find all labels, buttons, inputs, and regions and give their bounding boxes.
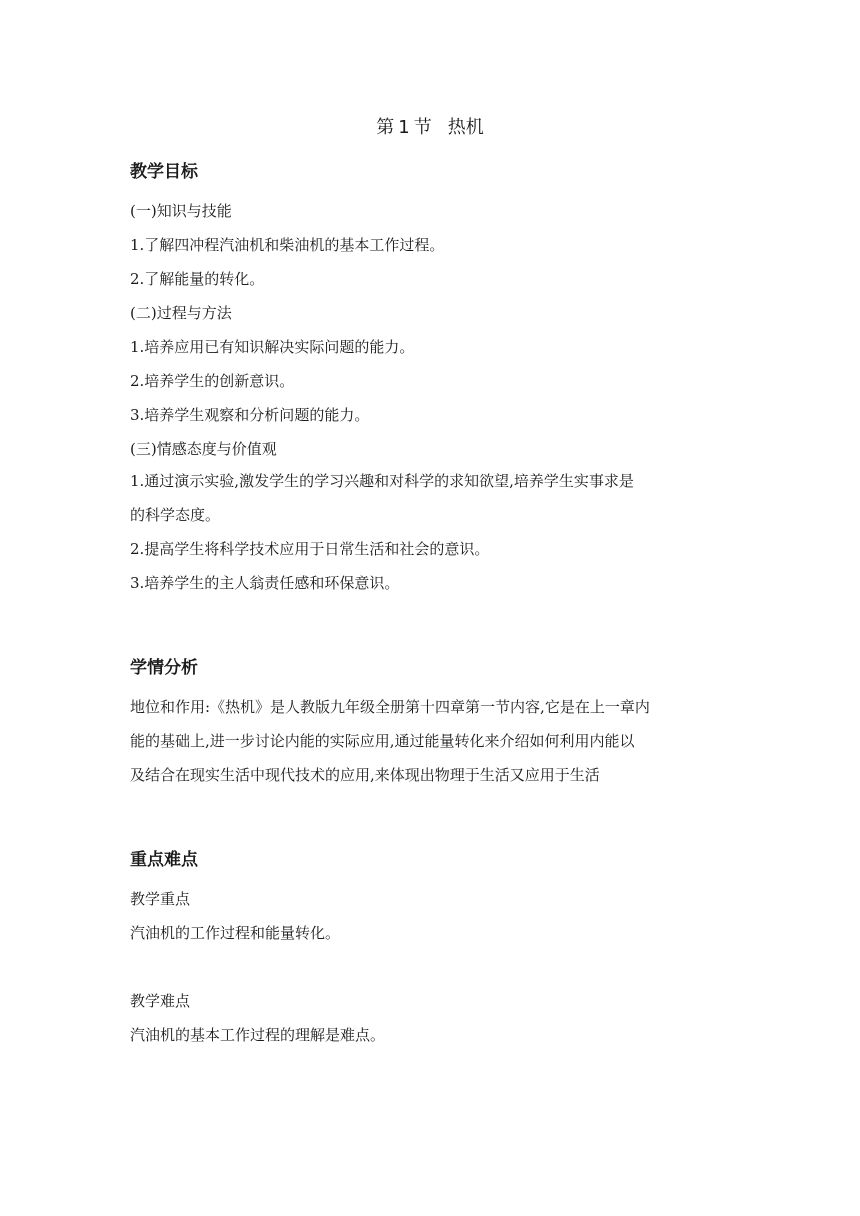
- objectives-line: (三)情感态度与价值观: [130, 440, 277, 458]
- objectives-line: 2.了解能量的转化。: [130, 270, 265, 288]
- section-heading-key-points: 重点难点: [130, 850, 198, 870]
- title-prefix: 第: [376, 117, 395, 138]
- title-suffix: 节: [413, 117, 432, 138]
- analysis-line: 能的基础上,进一步讨论内能的实际应用,通过能量转化来介绍如何利用内能以: [130, 732, 635, 750]
- objectives-line: 1.培养应用已有知识解决实际问题的能力。: [130, 338, 415, 356]
- focus-text: 汽油机的工作过程和能量转化。: [130, 924, 341, 942]
- section-heading-analysis: 学情分析: [130, 658, 198, 678]
- analysis-line: 地位和作用:《热机》是人教版九年级全册第十四章第一节内容,它是在上一章内: [130, 698, 650, 716]
- objectives-line: 1.通过演示实验,激发学生的学习兴趣和对科学的求知欲望,培养学生实事求是: [130, 472, 634, 490]
- objectives-line: 2.提高学生将科学技术应用于日常生活和社会的意识。: [130, 540, 490, 558]
- objectives-line: (二)过程与方法: [130, 304, 232, 322]
- analysis-line: 及结合在现实生活中现代技术的应用,来体现出物理于生活又应用于生活: [130, 766, 600, 784]
- section-heading-objectives: 教学目标: [130, 162, 198, 182]
- difficulty-label: 教学难点: [130, 992, 191, 1010]
- focus-label: 教学重点: [130, 890, 191, 908]
- objectives-line: 2.培养学生的创新意识。: [130, 372, 295, 390]
- objectives-line: (一)知识与技能: [130, 202, 232, 220]
- objectives-line: 的科学态度。: [130, 506, 221, 524]
- title-number: 1: [398, 117, 410, 138]
- page-title: [0, 116, 860, 140]
- objectives-line: 3.培养学生观察和分析问题的能力。: [130, 406, 370, 424]
- objectives-line: 1.了解四冲程汽油机和柴油机的基本工作过程。: [130, 236, 445, 254]
- title-name: 热机: [447, 117, 484, 138]
- objectives-line: 3.培养学生的主人翁责任感和环保意识。: [130, 574, 400, 592]
- difficulty-text: 汽油机的基本工作过程的理解是难点。: [130, 1026, 386, 1044]
